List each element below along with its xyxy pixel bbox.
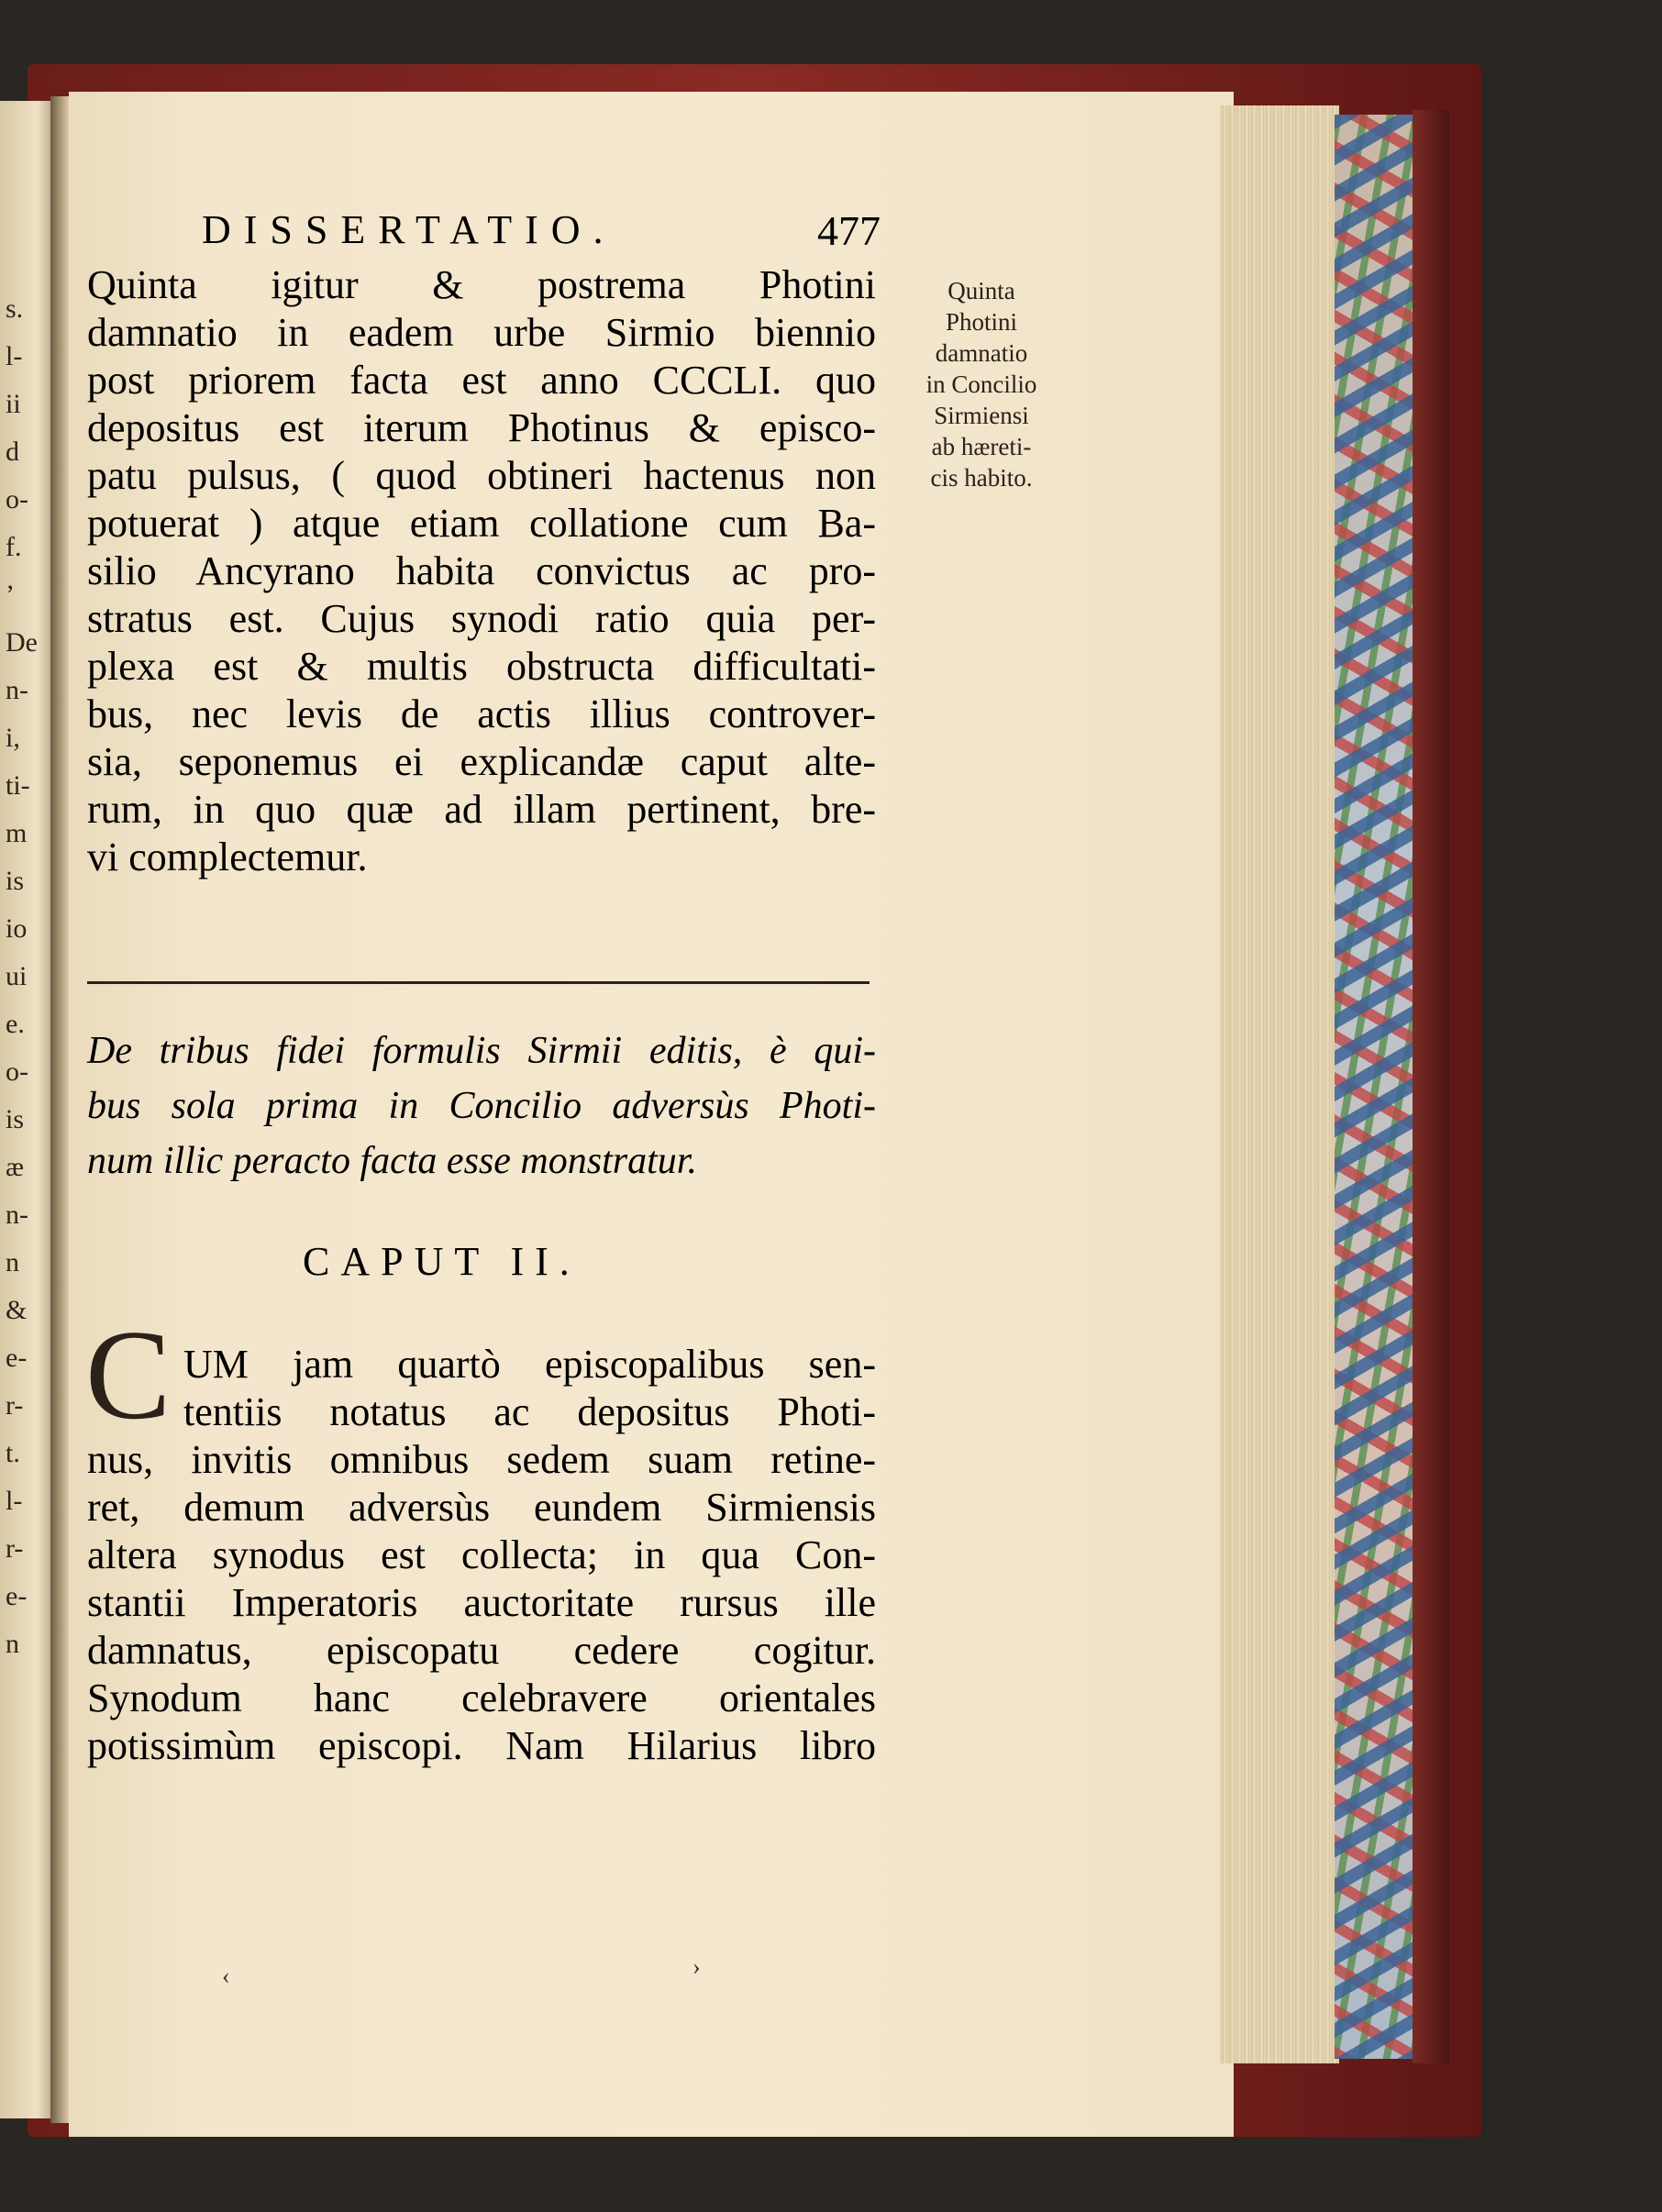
text-line: depositus est iterum Photinus & episco- — [87, 405, 876, 450]
left-page-fragment: o- — [6, 1056, 28, 1087]
left-page-fragment: De — [6, 627, 38, 658]
left-page-fragment: e. — [6, 1009, 25, 1039]
left-page-fragment: æ — [6, 1152, 25, 1182]
left-page-fragment: n — [6, 1247, 19, 1277]
text-line: altera synodus est collecta; in qua Con- — [87, 1532, 876, 1577]
marginal-note — [894, 275, 1069, 493]
text-line: nus, invitis omnibus sedem suam retine- — [87, 1437, 876, 1482]
text-line: stantii Imperatoris auctoritate rursus ille — [87, 1580, 876, 1625]
text-line: silio Ancyrano habita convictus ac pro- — [87, 548, 876, 593]
text-line: tentiis notatus ac depositus Photi- — [183, 1389, 876, 1434]
marginal-note-line: damnatio — [935, 339, 1028, 367]
marginal-note-line: Sirmiensi — [934, 402, 1029, 429]
left-page-fragment: d — [6, 437, 19, 467]
left-page-fragment: n- — [6, 675, 28, 705]
left-page-fragment: s. — [6, 293, 24, 324]
summary-line: De tribus fidei formulis Sirmii editis, è qui- — [87, 1030, 876, 1072]
gutter-shadow — [50, 96, 71, 2123]
left-page-fragment: ’ — [6, 580, 15, 610]
running-head — [202, 206, 881, 261]
section-rule — [87, 981, 870, 984]
left-page-fragment: r- — [6, 1533, 24, 1564]
left-page-fragment: r- — [6, 1390, 24, 1421]
left-page-fragment: ii — [6, 389, 21, 419]
left-page-fragment: is — [6, 866, 25, 896]
marginal-note-line: cis habito. — [930, 464, 1033, 492]
marginal-note-line: Quinta — [947, 277, 1015, 304]
summary-line: num illic peracto facta esse monstratur. — [87, 1140, 697, 1182]
text-line: vi complectemur. — [87, 835, 368, 879]
summary-line: bus sola prima in Concilio adversùs Photi- — [87, 1085, 876, 1127]
page-mark-right: › — [692, 1953, 701, 1980]
left-page-fragment: e- — [6, 1343, 28, 1373]
text-line: plexa est & multis obstructa difficultati- — [87, 644, 876, 689]
page-stack-edge — [1220, 105, 1339, 2063]
marginal-note-line: ab hæreti- — [931, 433, 1032, 460]
text-line: post priorem facta est anno CCCLI. quo — [87, 358, 876, 403]
text-line: rum, in quo quæ ad illam pertinent, bre- — [87, 787, 876, 832]
left-page-fragment: n- — [6, 1200, 28, 1230]
text-line: potissimùm episcopi. Nam Hilarius libro — [87, 1723, 876, 1768]
left-page-fragment: l- — [6, 341, 23, 371]
left-page-fragment: i, — [6, 723, 20, 753]
text-line: sia, seponemus ei explicandæ caput alte- — [87, 739, 876, 784]
left-page-fragment: ti- — [6, 770, 30, 801]
drop-cap: C — [85, 1304, 172, 1446]
marbled-edge — [1335, 115, 1422, 2059]
left-page-edge — [0, 101, 53, 2118]
page-number: 477 — [817, 207, 881, 254]
left-page-fragment: e- — [6, 1581, 28, 1611]
text-line: damnatus, episcopatu cedere cogitur. — [87, 1628, 876, 1673]
page-mark-left: ‹ — [222, 1963, 230, 1989]
text-line: ret, demum adversùs eundem Sirmiensis — [87, 1485, 876, 1530]
left-page-fragment: m — [6, 818, 28, 848]
left-page-fragment: io — [6, 913, 28, 944]
text-line: damnatio in eadem urbe Sirmio biennio — [87, 310, 876, 355]
text-line: Synodum hanc celebravere orientales — [87, 1676, 876, 1720]
left-page-fragment: l- — [6, 1486, 23, 1516]
chapter-heading: CAPUT II. — [303, 1239, 581, 1284]
cover-edge-shade — [1413, 110, 1449, 2063]
text-line: potuerat ) atque etiam collatione cum Ba- — [87, 501, 876, 546]
marginal-note-line: Photini — [945, 308, 1018, 336]
text-line: UM jam quartò episcopalibus sen- — [183, 1342, 876, 1387]
text-line: patu pulsus, ( quod obtineri hactenus non — [87, 453, 876, 498]
text-line: stratus est. Cujus synodi ratio quia per- — [87, 596, 876, 641]
running-head-title: DISSERTATIO. — [202, 207, 616, 252]
left-page-fragment: f. — [6, 532, 22, 562]
left-page-fragment: ui — [6, 961, 28, 991]
left-page-fragment: n — [6, 1629, 19, 1659]
text-line: bus, nec levis de actis illius controver- — [87, 691, 876, 736]
left-page-fragment: & — [6, 1295, 28, 1325]
left-page-fragment: o- — [6, 484, 28, 514]
marginal-note-line: in Concilio — [925, 371, 1037, 398]
text-line: Quinta igitur & postrema Photini — [87, 262, 876, 307]
left-page-fragment: is — [6, 1104, 25, 1134]
left-page-fragment: t. — [6, 1438, 20, 1468]
